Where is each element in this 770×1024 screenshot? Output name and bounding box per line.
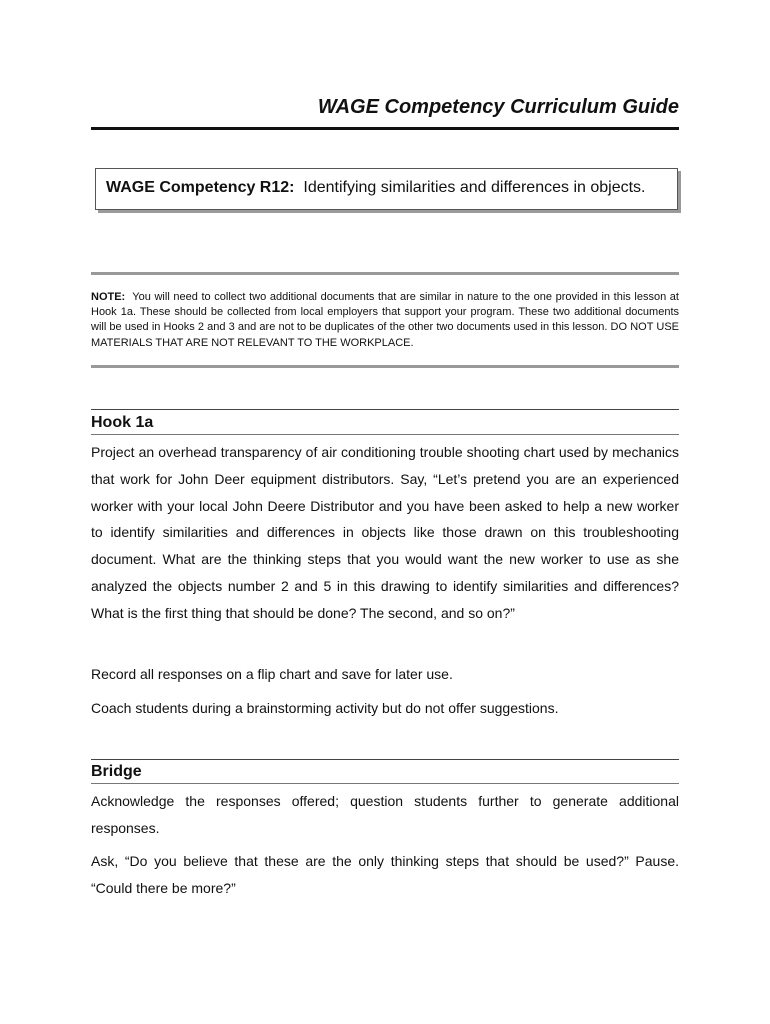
note-text: You will need to collect two additional documents that are similar in nature to the one provided in this lesson at Hook 1a. These should be collected from local employers that support your program. These two additional documents will be used in Hooks 2 and 3 and are not to be duplicates of the other two documents used in this lesson. DO NOT USE MATERIALS THAT ARE NOT RELEVANT TO THE WORKPLACE. (91, 291, 679, 349)
header-rule (91, 127, 679, 130)
competency-code: WAGE Competency R12: (106, 179, 295, 196)
note-top-rule (91, 272, 679, 275)
note-bottom-rule (91, 365, 679, 368)
hook-paragraph: Project an overhead transparency of air conditioning trouble shooting chart used by mechanics that work for John Deer equipment distributors. Say, “Let’s pretend you are an experienced worker with your local John Deere Distributor and you have been asked to help a new worker to identify similarities and differences in objects like those drawn on this troubleshooting document. What are the thinking steps that you would want the new worker to use as she analyzed the objects number 2 and 5 in this drawing to identify similarities and differences? What is the first thing that should be done? The second, and so on?” (91, 444, 679, 621)
hook-heading: Hook 1a (91, 414, 154, 431)
hook-heading-underline (91, 434, 679, 435)
note-block (91, 290, 679, 351)
hook-paragraph: Record all responses on a flip chart and save for later use. (91, 666, 453, 682)
bridge-paragraph: Acknowledge the responses offered; question students further to generate additional responses. (91, 793, 679, 836)
hook-paragraph: Coach students during a brainstorming activity but do not offer suggestions. (91, 700, 559, 716)
page-header-title: WAGE Competency Curriculum Guide (317, 96, 679, 118)
bridge-heading-underline (91, 783, 679, 784)
competency-description: Identifying similarities and differences in objects. (303, 179, 646, 196)
bridge-heading: Bridge (91, 763, 142, 780)
competency-box (95, 168, 678, 210)
note-label: NOTE: (91, 291, 126, 303)
hook-top-rule (91, 409, 679, 410)
bridge-paragraph: Ask, “Do you believe that these are the only thinking steps that should be used?” Pause. “Could there be more?” (91, 853, 679, 896)
bridge-top-rule (91, 759, 679, 760)
